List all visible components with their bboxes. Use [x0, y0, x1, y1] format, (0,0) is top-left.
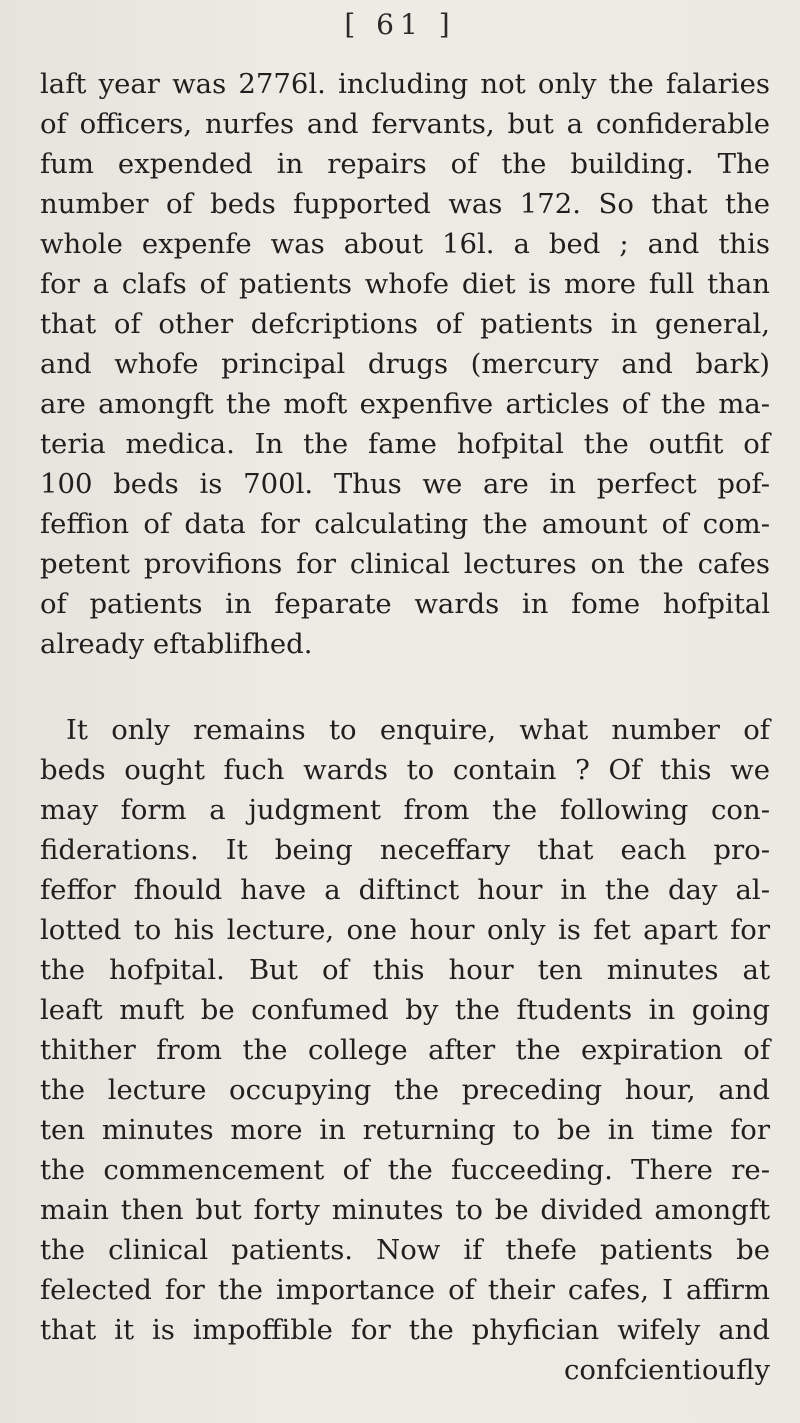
text-line: the lecture occupying the preceding hour, and: [40, 1074, 770, 1106]
text-line: number of beds fupported was 172. So that the: [40, 188, 770, 220]
page-number-header: [ 61 ]: [344, 8, 456, 41]
text-line: that it is impoffible for the phyfician wifely and: [40, 1314, 770, 1346]
body-text: [40, 64, 770, 1390]
text-line: fiderations. It being neceffary that each pro-: [40, 834, 770, 866]
text-line: whole expenfe was about 16l. a bed ; and this: [40, 228, 770, 260]
text-line: 100 beds is 700l. Thus we are in perfect pof-: [40, 468, 770, 500]
catchword: confcientioufly: [563, 1354, 770, 1386]
text-line: the hofpital. But of this hour ten minutes at: [40, 954, 770, 986]
text-line: teria medica. In the fame hofpital the outfit of: [40, 428, 770, 460]
text-line: lotted to his lecture, one hour only is fet apart for: [40, 914, 770, 946]
text-line: petent provifions for clinical lectures on the cafes: [40, 548, 770, 580]
text-line: of patients in feparate wards in fome hofpital: [40, 588, 770, 620]
text-line: already eftablifhed.: [40, 628, 313, 660]
paragraph-2: [40, 710, 770, 1390]
text-line: and whofe principal drugs (mercury and bark): [40, 348, 770, 380]
text-line: leaft muft be confumed by the ftudents in going: [40, 994, 770, 1026]
text-line: the commencement of the fucceeding. There re-: [40, 1154, 770, 1186]
text-line: ten minutes more in returning to be in time for: [40, 1114, 770, 1146]
text-line: feffor fhould have a diftinct hour in the day al-: [40, 874, 770, 906]
text-line: of officers, nurfes and fervants, but a confiderable: [40, 108, 770, 140]
text-line: thither from the college after the expiration of: [40, 1034, 770, 1066]
text-line: that of other defcriptions of patients in general,: [40, 308, 770, 340]
text-line: feffion of data for calculating the amount of com-: [40, 508, 770, 540]
text-line: may form a judgment from the following con-: [40, 794, 770, 826]
text-line: felected for the importance of their cafes, I affirm: [40, 1274, 770, 1306]
text-line: are amongft the moft expenfive articles of the ma-: [40, 388, 770, 420]
text-line: It only remains to enquire, what number of: [66, 714, 770, 746]
paragraph-1: [40, 64, 770, 664]
text-line: main then but forty minutes to be divided amongft: [40, 1194, 770, 1226]
text-line: the clinical patients. Now if thefe patients be: [40, 1234, 770, 1266]
text-line: beds ought fuch wards to contain ? Of this we: [40, 754, 770, 786]
text-line: for a clafs of patients whofe diet is more full than: [40, 268, 770, 300]
text-line: fum expended in repairs of the building. The: [40, 148, 770, 180]
text-line: laft year was 2776l. including not only the falaries: [40, 68, 770, 100]
